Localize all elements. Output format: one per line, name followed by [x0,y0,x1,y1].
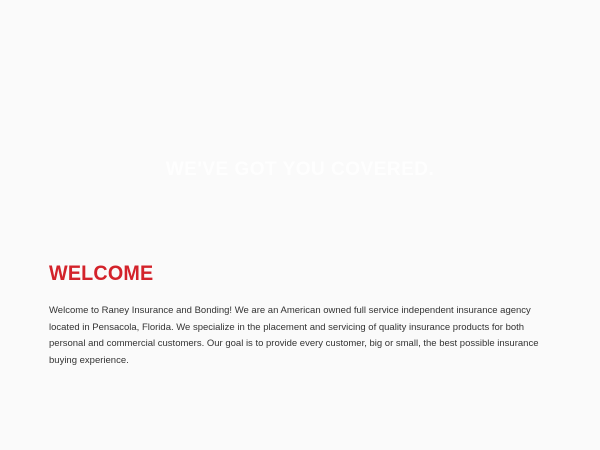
welcome-paragraph: Welcome to Raney Insurance and Bonding! We are an American owned full service independent insurance agency located in Pensacola, Florida. We specialize in the placement and servicing of quality insurance products for both personal and commercial customers. Our goal is to provide every customer, big or small, the best possible insurance buying experience. [49,305,539,366]
hero-tagline: WE'VE GOT YOU COVERED. [165,159,435,180]
welcome-heading: WELCOME [49,262,154,285]
welcome-section [49,262,549,369]
